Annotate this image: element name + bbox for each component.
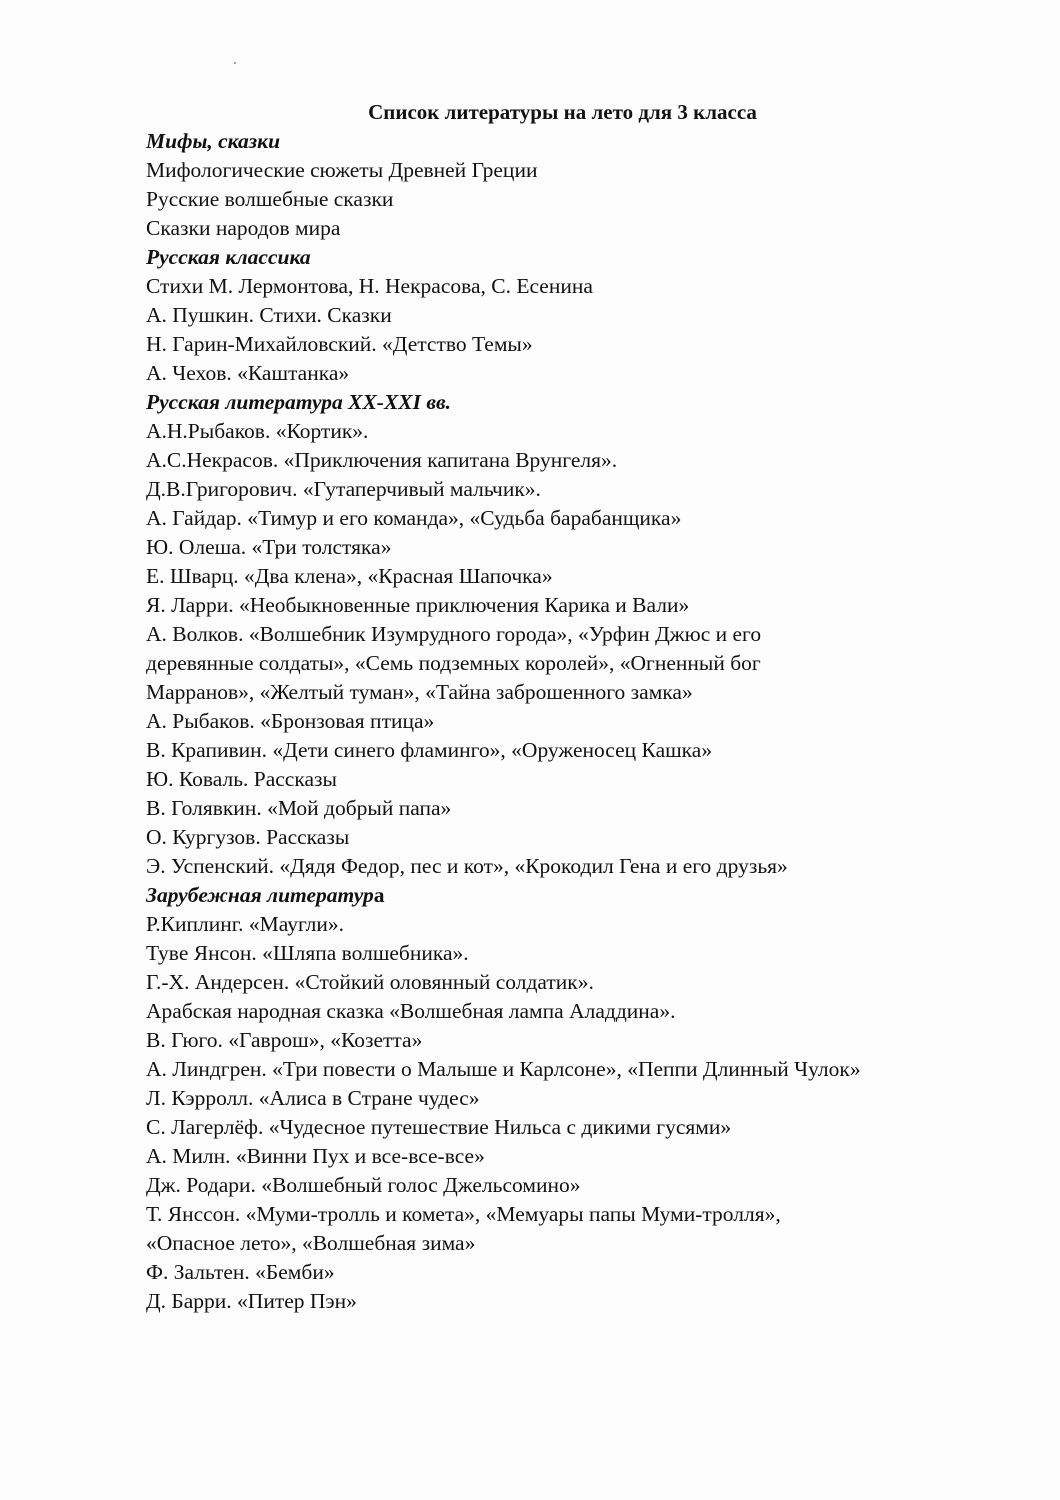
list-item: Я. Ларри. «Необыкновенные приключения Карика и Вали» [146, 593, 690, 617]
list-item: Ф. Зальтен. «Бемби» [146, 1260, 335, 1284]
list-item: Стихи М. Лермонтова, Н. Некрасова, С. Есенина [146, 274, 593, 298]
list-item: А.С.Некрасов. «Приключения капитана Врунгеля». [146, 448, 618, 472]
list-item: Э. Успенский. «Дядя Федор, пес и кот», «Крокодил Гена и его друзья» [146, 854, 788, 878]
list-item: Туве Янсон. «Шляпа волшебника». [146, 941, 469, 965]
list-item: А.Н.Рыбаков. «Кортик». [146, 419, 369, 443]
list-item: Е. Шварц. «Два клена», «Красная Шапочка» [146, 564, 553, 588]
list-item: А. Волков. «Волшебник Изумрудного города», «Урфин Джюс и его [146, 622, 762, 646]
list-item: В. Голявкин. «Мой добрый папа» [146, 796, 452, 820]
list-item: О. Кургузов. Рассказы [146, 825, 350, 849]
list-item: А. Линдгрен. «Три повести о Малыше и Карлсоне», «Пеппи Длинный Чулок» [146, 1057, 861, 1081]
section-heading-foreign-literature [146, 881, 1036, 910]
list-item: Т. Янссон. «Муми-тролль и комета», «Мемуары папы Муми-тролля», [146, 1202, 781, 1226]
list-item: Дж. Родари. «Волшебный голос Джельсомино» [146, 1173, 581, 1197]
list-item: Д.В.Григорович. «Гутаперчивый мальчик». [146, 477, 541, 501]
list-item: Сказки народов мира [146, 216, 341, 240]
section-heading-russian-20-21-century: Русская литература XX-XXI вв. [146, 390, 451, 414]
list-item: В. Гюго. «Гаврош», «Козетта» [146, 1028, 423, 1052]
list-item: В. Крапивин. «Дети синего фламинго», «Оруженосец Кашка» [146, 738, 713, 762]
list-item: Русские волшебные сказки [146, 187, 394, 211]
section-heading-text: Зарубежная литератур [146, 883, 374, 907]
list-item: А. Пушкин. Стихи. Сказки [146, 303, 392, 327]
list-item: «Опасное лето», «Волшебная зима» [146, 1231, 476, 1255]
document-title: Список литературы на лето для 3 класса [368, 100, 757, 124]
list-item: Г.-Х. Андерсен. «Стойкий оловянный солдатик». [146, 970, 594, 994]
list-item: Ю. Олеша. «Три толстяка» [146, 535, 392, 559]
section-heading-russian-classics: Русская классика [146, 245, 311, 269]
list-item: А. Рыбаков. «Бронзовая птица» [146, 709, 435, 733]
list-item: Л. Кэрролл. «Алиса в Стране чудес» [146, 1086, 480, 1110]
list-item: А. Чехов. «Каштанка» [146, 361, 350, 385]
list-item: Марранов», «Желтый туман», «Тайна заброшенного замка» [146, 680, 693, 704]
list-item: Р.Киплинг. «Маугли». [146, 912, 345, 936]
list-item: Н. Гарин-Михайловский. «Детство Темы» [146, 332, 533, 356]
list-item: Ю. Коваль. Рассказы [146, 767, 337, 791]
list-item: А. Гайдар. «Тимур и его команда», «Судьба барабанщика» [146, 506, 682, 530]
list-item: А. Милн. «Винни Пух и все-все-все» [146, 1144, 485, 1168]
section-heading-myths: Мифы, сказки [146, 129, 281, 153]
list-item: деревянные солдаты», «Семь подземных королей», «Огненный бог [146, 651, 761, 675]
list-item: Мифологические сюжеты Древней Греции [146, 158, 538, 182]
scan-speck [234, 62, 236, 64]
section-heading-tail: а [373, 883, 385, 907]
list-item: Арабская народная сказка «Волшебная лампа Аладдина». [146, 999, 676, 1023]
list-item: Д. Барри. «Питер Пэн» [146, 1289, 357, 1313]
document-body [146, 127, 1036, 1316]
list-item: С. Лагерлёф. «Чудесное путешествие Нильса с дикими гусями» [146, 1115, 732, 1139]
